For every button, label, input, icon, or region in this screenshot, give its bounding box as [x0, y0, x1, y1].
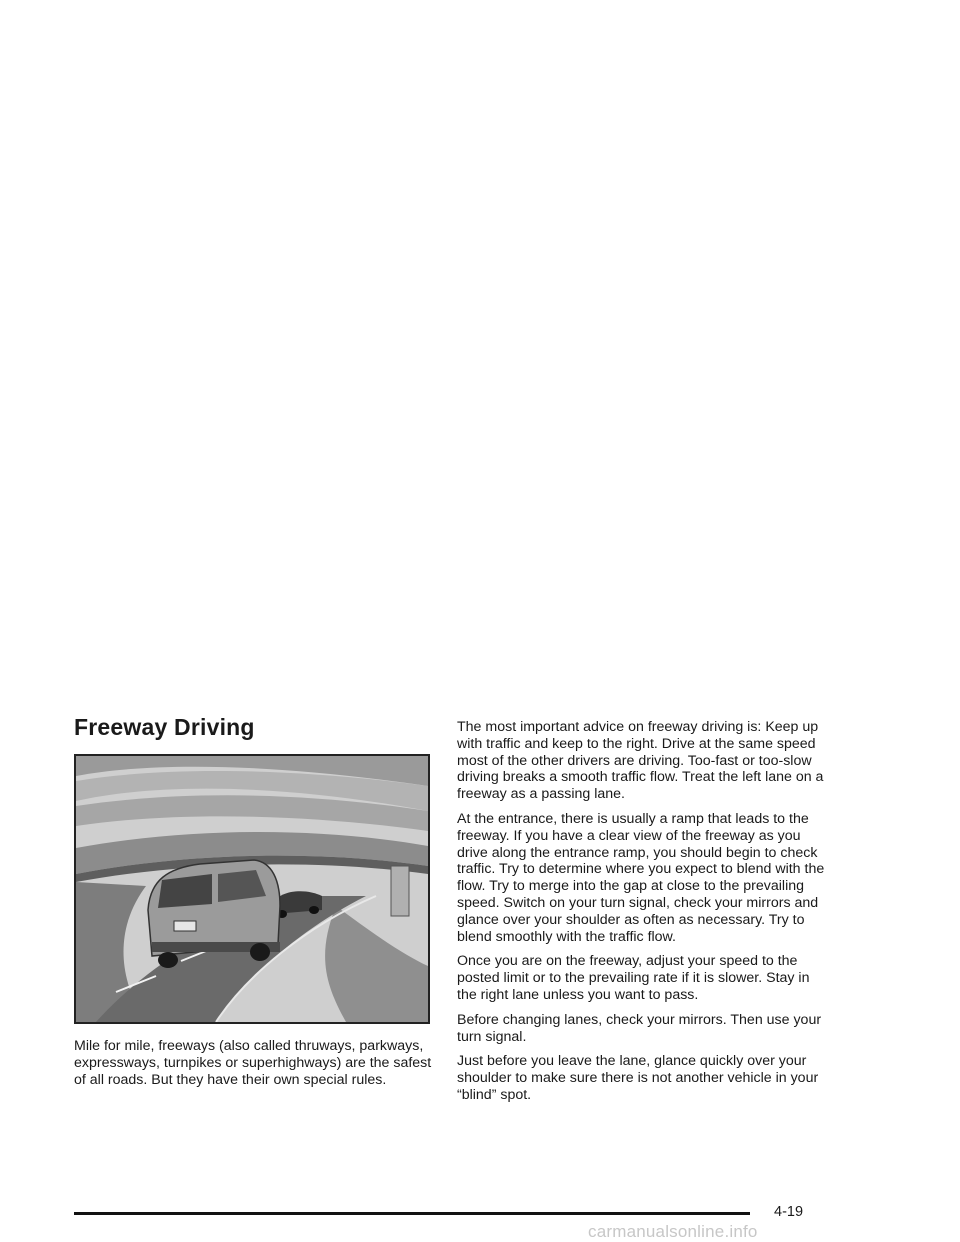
freeway-illustration [74, 754, 430, 1024]
body-paragraph: Just before you leave the lane, glance quickly over your shoulder to make sure there is not another vehicle in your “blind” spot. [457, 1053, 819, 1103]
page-number: 4-19 [774, 1204, 804, 1220]
body-paragraph: At the entrance, there is usually a ramp that leads to the freeway. If you have a clear view of the freeway as you drive along the entrance ramp, you should begin to check traffic. Try to determine where you expect to blend with the flow. Try to merge into the gap at close to the prevailing speed. Switch on your turn signal, check your mirrors and glance over your shoulder as often as necessary. Try to blend smoothly with the traffic flow. [457, 810, 825, 945]
body-paragraph: The most important advice on freeway driving is: Keep up with traffic and keep to the right. Drive at the same speed most of the other drivers are driving. Too-fast or too-slow driving breaks a smooth traffic flow. Treat the left lane on a freeway as a passing lane. [457, 719, 824, 803]
intro-paragraph: Mile for mile, freeways (also called thruways, parkways, expressways, turnpikes or superhighways) are the safest of all roads. But they have their own special rules. [74, 1038, 432, 1088]
footer-rule [74, 1212, 750, 1215]
body-paragraph: Before changing lanes, check your mirrors. Then use your turn signal. [457, 1011, 822, 1045]
freeway-scene-drawing [76, 756, 428, 1022]
body-paragraph: Once you are on the freeway, adjust your speed to the posted limit or to the prevailing rate if it is slower. Stay in the right lane unless you want to pass. [457, 953, 810, 1003]
right-column [457, 719, 827, 1112]
watermark: carmanualsonline.info [588, 1222, 758, 1241]
section-heading: Freeway Driving [74, 714, 255, 740]
